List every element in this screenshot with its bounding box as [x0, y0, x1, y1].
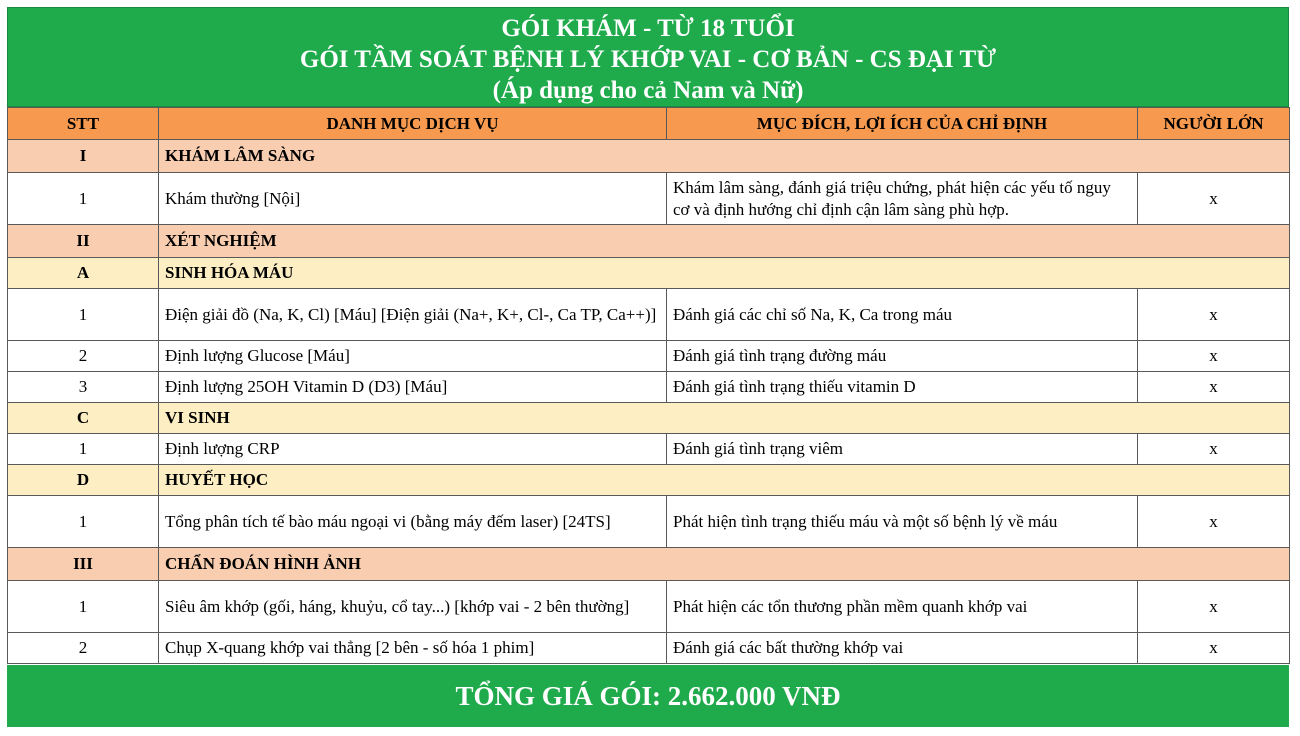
row-service: Điện giải đồ (Na, K, Cl) [Máu] [Điện giải (Na+, K+, Cl-, Ca TP, Ca++)] — [159, 289, 667, 341]
row-service: Định lượng CRP — [159, 434, 667, 465]
row-purpose: Đánh giá các chỉ số Na, K, Ca trong máu — [667, 289, 1138, 341]
section-title: CHẨN ĐOÁN HÌNH ẢNH — [159, 548, 1290, 581]
title-line-3: (Áp dụng cho cả Nam và Nữ) — [492, 77, 804, 104]
row-adult-mark: x — [1138, 434, 1290, 465]
section-number: III — [8, 548, 159, 581]
table-row — [8, 633, 1290, 664]
subsection-row — [8, 258, 1290, 289]
row-stt: 1 — [8, 289, 159, 341]
row-stt: 2 — [8, 341, 159, 372]
table-row — [8, 341, 1290, 372]
header-row — [8, 108, 1290, 140]
col-header-service: DANH MỤC DỊCH VỤ — [159, 108, 667, 140]
row-stt: 1 — [8, 496, 159, 548]
row-purpose: Đánh giá các bất thường khớp vai — [667, 633, 1138, 664]
row-service: Tổng phân tích tế bào máu ngoại vi (bằng máy đếm laser) [24TS] — [159, 496, 667, 548]
table-row — [8, 173, 1290, 225]
row-adult-mark: x — [1138, 581, 1290, 633]
row-stt: 2 — [8, 633, 159, 664]
row-adult-mark: x — [1138, 633, 1290, 664]
row-service: Định lượng Glucose [Máu] — [159, 341, 667, 372]
row-adult-mark: x — [1138, 341, 1290, 372]
row-purpose: Đánh giá tình trạng thiếu vitamin D — [667, 372, 1138, 403]
table-row — [8, 289, 1290, 341]
section-title: XÉT NGHIỆM — [159, 225, 1290, 258]
table-row — [8, 372, 1290, 403]
package-title — [7, 7, 1289, 107]
section-title: KHÁM LÂM SÀNG — [159, 140, 1290, 173]
col-header-adult: NGƯỜI LỚN — [1138, 108, 1290, 140]
row-stt: 3 — [8, 372, 159, 403]
row-adult-mark: x — [1138, 289, 1290, 341]
row-purpose: Đánh giá tình trạng đường máu — [667, 341, 1138, 372]
row-purpose: Khám lâm sàng, đánh giá triệu chứng, phát hiện các yếu tố nguy cơ và định hướng chỉ định cận lâm sàng phù hợp. — [667, 173, 1138, 225]
row-stt: 1 — [8, 173, 159, 225]
row-stt: 1 — [8, 434, 159, 465]
subsection-number: C — [8, 403, 159, 434]
subsection-title: VI SINH — [159, 403, 1290, 434]
row-service: Chụp X-quang khớp vai thẳng [2 bên - số hóa 1 phim] — [159, 633, 667, 664]
col-header-stt: STT — [8, 108, 159, 140]
row-purpose: Phát hiện các tổn thương phần mềm quanh khớp vai — [667, 581, 1138, 633]
table-row — [8, 434, 1290, 465]
title-line-1: GÓI KHÁM - TỪ 18 TUỔI — [501, 15, 795, 42]
subsection-title: SINH HÓA MÁU — [159, 258, 1290, 289]
row-purpose: Phát hiện tình trạng thiếu máu và một số bệnh lý về máu — [667, 496, 1138, 548]
subsection-number: A — [8, 258, 159, 289]
row-purpose: Đánh giá tình trạng viêm — [667, 434, 1138, 465]
row-service: Siêu âm khớp (gối, háng, khuỷu, cổ tay...) [khớp vai - 2 bên thường] — [159, 581, 667, 633]
price-sheet — [7, 7, 1289, 727]
service-table — [7, 107, 1290, 664]
section-number: I — [8, 140, 159, 173]
col-header-purpose: MỤC ĐÍCH, LỢI ÍCH CỦA CHỈ ĐỊNH — [667, 108, 1138, 140]
table-row — [8, 496, 1290, 548]
row-service: Định lượng 25OH Vitamin D (D3) [Máu] — [159, 372, 667, 403]
subsection-row — [8, 465, 1290, 496]
table-row — [8, 581, 1290, 633]
row-adult-mark: x — [1138, 372, 1290, 403]
total-price: TỔNG GIÁ GÓI: 2.662.000 VNĐ — [7, 665, 1289, 727]
section-row — [8, 225, 1290, 258]
row-service: Khám thường [Nội] — [159, 173, 667, 225]
section-number: II — [8, 225, 159, 258]
row-stt: 1 — [8, 581, 159, 633]
subsection-row — [8, 403, 1290, 434]
subsection-title: HUYẾT HỌC — [159, 465, 1290, 496]
subsection-number: D — [8, 465, 159, 496]
section-row — [8, 140, 1290, 173]
row-adult-mark: x — [1138, 496, 1290, 548]
row-adult-mark: x — [1138, 173, 1290, 225]
section-row — [8, 548, 1290, 581]
title-line-2: GÓI TẦM SOÁT BỆNH LÝ KHỚP VAI - CƠ BẢN - CS ĐẠI TỪ — [299, 46, 997, 73]
